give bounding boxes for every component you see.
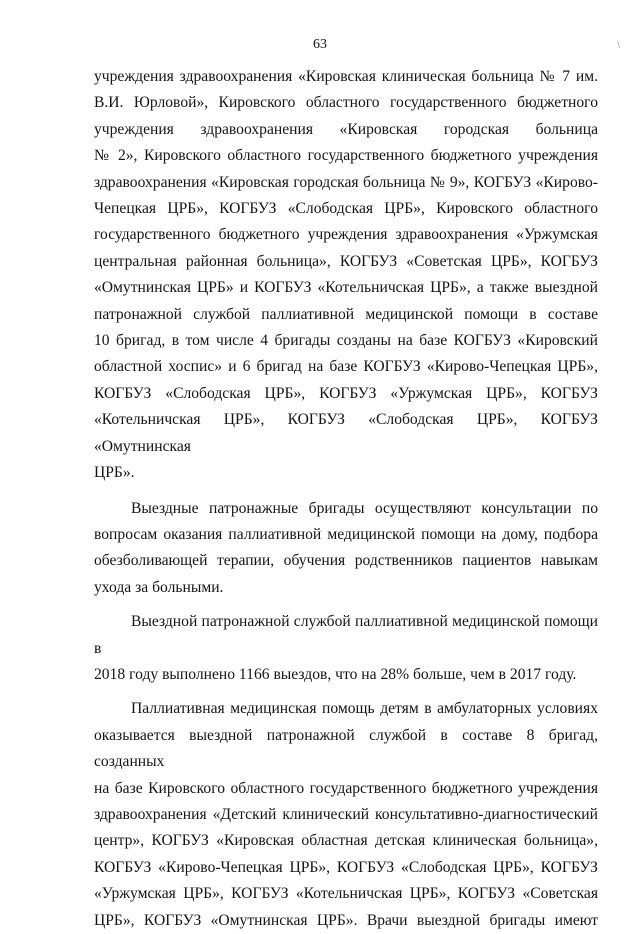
text-line: «Омутнинская ЦРБ» и КОГБУЗ «Котельничская ЦРБ», а также выездной bbox=[94, 279, 598, 297]
text-line: учреждения здравоохранения «Кировская городская больница bbox=[94, 120, 598, 138]
text-line: КОГБУЗ «Слободская ЦРБ», КОГБУЗ «Уржумская ЦРБ», КОГБУЗ bbox=[94, 384, 598, 402]
text-line: областной хоспис» и 6 бригад на базе КОГБУЗ «Кирово-Чепецкая ЦРБ», bbox=[94, 358, 598, 376]
text-line: КОГБУЗ «Кирово-Чепецкая ЦРБ», КОГБУЗ «Слободская ЦРБ», КОГБУЗ bbox=[94, 858, 598, 876]
text-line: центральная районная больница», КОГБУЗ «Советская ЦРБ», КОГБУЗ bbox=[94, 252, 598, 270]
paragraph-1 bbox=[94, 64, 598, 487]
text-line: ЦРБ», КОГБУЗ «Омутнинская ЦРБ». Врачи выездной бригады имеют bbox=[94, 911, 598, 929]
text-line: центр», КОГБУЗ «Кировская областная детская клиническая больница», bbox=[94, 832, 598, 850]
paragraph-2 bbox=[94, 496, 598, 602]
text-line: «Уржумская ЦРБ», КОГБУЗ «Котельничская ЦРБ», КОГБУЗ «Советская bbox=[94, 885, 598, 903]
text-line: В.И. Юрловой», Кировского областного государственного бюджетного bbox=[94, 94, 598, 112]
text-line: здравоохранения «Детский клинический консультативно-диагностический bbox=[94, 805, 598, 823]
text-line: оказывается выездной патронажной службой в составе 8 бригад, созданных bbox=[94, 726, 598, 771]
paragraph-3 bbox=[94, 609, 598, 688]
paragraph-4 bbox=[94, 696, 598, 934]
text-line: патронажной службой паллиативной медицинской помощи в составе bbox=[94, 305, 598, 323]
text-line: Выездные патронажные бригады осуществляют консультации по bbox=[131, 499, 598, 517]
text-line: № 2», Кировского областного государственного бюджетного учреждения bbox=[94, 147, 598, 165]
text-line: вопросам оказания паллиативной медицинской помощи на дому, подбора bbox=[94, 525, 598, 543]
scan-corner-mark: \ bbox=[617, 40, 620, 51]
page-number: 63 bbox=[313, 37, 327, 52]
text-line: ухода за больными. bbox=[94, 578, 224, 596]
text-line: учреждения здравоохранения «Кировская клиническая больница № 7 им. bbox=[94, 68, 598, 85]
text-line: здравоохранения «Кировская городская больница № 9», КОГБУЗ «Кирово- bbox=[94, 173, 598, 191]
text-line: государственного бюджетного учреждения здравоохранения «Уржумская bbox=[94, 226, 598, 244]
text-line: 10 бригад, в том числе 4 бригады созданы на базе КОГБУЗ «Кировский bbox=[94, 332, 598, 350]
text-line: 2018 году выполнено 1166 выездов, что на 28% больше, чем в 2017 году. bbox=[94, 665, 577, 683]
text-line: «Котельничская ЦРБ», КОГБУЗ «Слободская ЦРБ», КОГБУЗ «Омутнинская bbox=[94, 411, 598, 455]
text-line: обезболивающей терапии, обучения родственников пациентов навыкам bbox=[94, 552, 598, 570]
text-line: ЦРБ». bbox=[94, 464, 135, 482]
text-line: на базе Кировского областного государственного бюджетного учреждения bbox=[94, 779, 598, 797]
body-text bbox=[94, 64, 598, 934]
text-line: Паллиативная медицинская помощь детям в амбулаторных условиях bbox=[131, 700, 598, 718]
text-line: Чепецкая ЦРБ», КОГБУЗ «Слободская ЦРБ», Кировского областного bbox=[94, 200, 598, 218]
text-line: Выездной патронажной службой паллиативной медицинской помощи в bbox=[94, 613, 598, 657]
